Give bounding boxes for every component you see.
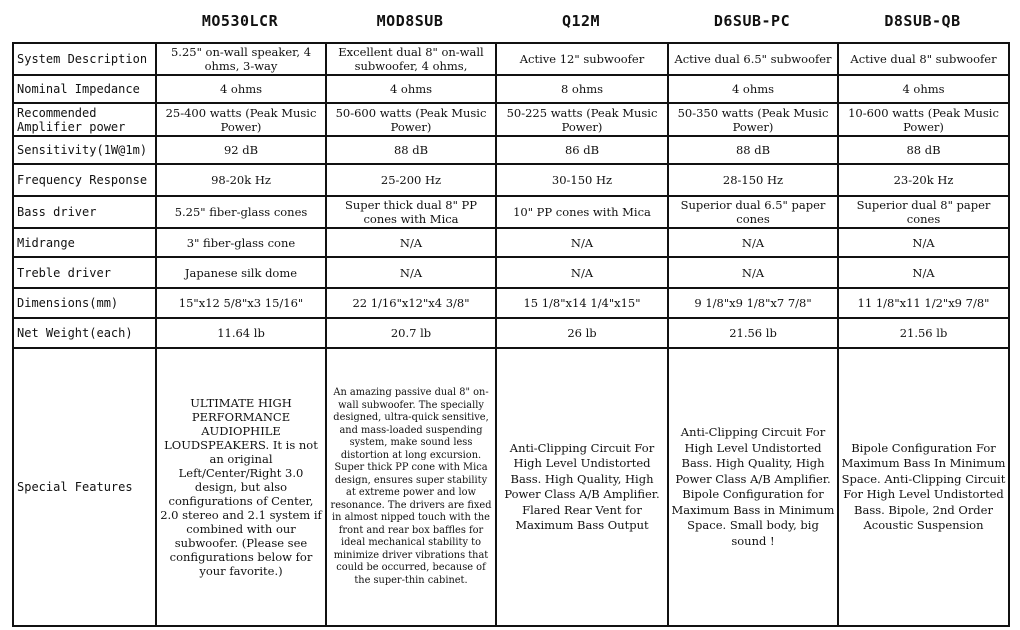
cell-sensitivity-q12m: 86 dB xyxy=(496,136,668,164)
cell-sensitivity-mod8sub: 88 dB xyxy=(326,136,496,164)
cell-dimensions-q12m: 15 1/8"x14 1/4"x15" xyxy=(496,288,668,318)
cell-net-weight-d8sub-qb: 21.56 lb xyxy=(838,318,1009,348)
cell-sensitivity-d8sub-qb: 88 dB xyxy=(838,136,1009,164)
cell-treble-driver-q12m: N/A xyxy=(496,257,668,288)
row-label-treble-driver: Treble driver xyxy=(13,257,156,288)
cell-treble-driver-mo530lcr: Japanese silk dome xyxy=(156,257,326,288)
table-row xyxy=(13,196,1009,228)
cell-system-description-mo530lcr: 5.25" on-wall speaker, 4 ohms, 3-way xyxy=(156,43,326,75)
cell-treble-driver-d6sub-pc: N/A xyxy=(668,257,838,288)
row-label-recommended-amplifier-power: Recommended Amplifier power xyxy=(13,103,156,136)
row-label-dimensions: Dimensions(mm) xyxy=(13,288,156,318)
table-row xyxy=(13,318,1009,348)
cell-nominal-impedance-mo530lcr: 4 ohms xyxy=(156,75,326,103)
table-row xyxy=(13,257,1009,288)
row-label-special-features: Special Features xyxy=(13,348,156,626)
spec-table xyxy=(12,42,1010,627)
cell-treble-driver-mod8sub: N/A xyxy=(326,257,496,288)
cell-midrange-mo530lcr: 3" fiber-glass cone xyxy=(156,228,326,257)
row-label-midrange: Midrange xyxy=(13,228,156,257)
cell-sensitivity-d6sub-pc: 88 dB xyxy=(668,136,838,164)
cell-dimensions-mod8sub: 22 1/16"x12"x4 3/8" xyxy=(326,288,496,318)
cell-bass-driver-d6sub-pc: Superior dual 6.5" paper cones xyxy=(668,196,838,228)
cell-frequency-response-mod8sub: 25-200 Hz xyxy=(326,164,496,196)
cell-bass-driver-mod8sub: Super thick dual 8" PP cones with Mica xyxy=(326,196,496,228)
cell-net-weight-q12m: 26 lb xyxy=(496,318,668,348)
cell-midrange-d8sub-qb: N/A xyxy=(838,228,1009,257)
table-row xyxy=(13,164,1009,196)
table-row xyxy=(13,103,1009,136)
cell-midrange-q12m: N/A xyxy=(496,228,668,257)
cell-dimensions-mo530lcr: 15"x12 5/8"x3 15/16" xyxy=(156,288,326,318)
table-row xyxy=(13,288,1009,318)
cell-bass-driver-d8sub-qb: Superior dual 8" paper cones xyxy=(838,196,1009,228)
cell-frequency-response-mo530lcr: 98-20k Hz xyxy=(156,164,326,196)
cell-system-description-mod8sub: Excellent dual 8" on-wall subwoofer, 4 ohms, xyxy=(326,43,496,75)
cell-amplifier-power-mod8sub: 50-600 watts (Peak Music Power) xyxy=(326,103,496,136)
table-row xyxy=(13,348,1009,626)
cell-frequency-response-d6sub-pc: 28-150 Hz xyxy=(668,164,838,196)
cell-midrange-d6sub-pc: N/A xyxy=(668,228,838,257)
cell-special-features-mod8sub: An amazing passive dual 8" on-wall subwoofer. The specially designed, ultra-quick sensitive, and mass-loaded suspending system, make sound less distortion at long excursion. Super thick PP cone with Mica design, ensures super stability at extreme power and low resonance. The drivers are fixed in almost nipped touch with the front and rear box baffles for ideal mechanical stability to minimize driver vibrations that could be occurred, because of the super-thin cabinet. xyxy=(326,348,496,626)
model-name-d6sub-pc: D6SUB-PC xyxy=(713,12,791,30)
cell-system-description-d6sub-pc: Active dual 6.5" subwoofer xyxy=(668,43,838,75)
cell-nominal-impedance-d8sub-qb: 4 ohms xyxy=(838,75,1009,103)
table-row xyxy=(13,136,1009,164)
cell-nominal-impedance-q12m: 8 ohms xyxy=(496,75,668,103)
cell-amplifier-power-d6sub-pc: 50-350 watts (Peak Music Power) xyxy=(668,103,838,136)
cell-bass-driver-q12m: 10" PP cones with Mica xyxy=(496,196,668,228)
cell-amplifier-power-mo530lcr: 25-400 watts (Peak Music Power) xyxy=(156,103,326,136)
cell-special-features-d8sub-qb: Bipole Configuration For Maximum Bass In Minimum Space. Anti-Clipping Circuit For High Level Undistorted Bass. Bipole, 2nd Order Acoustic Suspension xyxy=(838,348,1009,626)
cell-amplifier-power-q12m: 50-225 watts (Peak Music Power) xyxy=(496,103,668,136)
row-label-nominal-impedance: Nominal Impedance xyxy=(13,75,156,103)
cell-frequency-response-q12m: 30-150 Hz xyxy=(496,164,668,196)
cell-special-features-q12m: Anti-Clipping Circuit For High Level Undistorted Bass. High Quality, High Power Class A/B Amplifier. Flared Rear Vent for Maximum Bass Output xyxy=(496,348,668,626)
table-row xyxy=(13,75,1009,103)
row-label-bass-driver: Bass driver xyxy=(13,196,156,228)
cell-nominal-impedance-d6sub-pc: 4 ohms xyxy=(668,75,838,103)
cell-net-weight-mod8sub: 20.7 lb xyxy=(326,318,496,348)
cell-bass-driver-mo530lcr: 5.25" fiber-glass cones xyxy=(156,196,326,228)
cell-dimensions-d6sub-pc: 9 1/8"x9 1/8"x7 7/8" xyxy=(668,288,838,318)
model-name-d8sub-qb: D8SUB-QB xyxy=(884,12,961,30)
cell-amplifier-power-d8sub-qb: 10-600 watts (Peak Music Power) xyxy=(838,103,1009,136)
cell-midrange-mod8sub: N/A xyxy=(326,228,496,257)
cell-nominal-impedance-mod8sub: 4 ohms xyxy=(326,75,496,103)
table-row xyxy=(13,228,1009,257)
row-label-net-weight: Net Weight(each) xyxy=(13,318,156,348)
row-label-sensitivity: Sensitivity(1W@1m) xyxy=(13,136,156,164)
cell-sensitivity-mo530lcr: 92 dB xyxy=(156,136,326,164)
cell-special-features-mo530lcr: ULTIMATE HIGH PERFORMANCE AUDIOPHILE LOUDSPEAKERS. It is not an original Left/Center/Right 3.0 design, but also configurations of Center, 2.0 stereo and 2.1 system if combined with our subwoofer. (Please see configurations below for your favorite.) xyxy=(156,348,326,626)
cell-system-description-d8sub-qb: Active dual 8" subwoofer xyxy=(838,43,1009,75)
cell-dimensions-d8sub-qb: 11 1/8"x11 1/2"x9 7/8" xyxy=(838,288,1009,318)
cell-system-description-q12m: Active 12" subwoofer xyxy=(496,43,668,75)
model-header xyxy=(0,0,1020,42)
row-label-frequency-response: Frequency Response xyxy=(13,164,156,196)
model-name-q12m: Q12M xyxy=(561,12,601,30)
cell-special-features-d6sub-pc: Anti-Clipping Circuit For High Level Undistorted Bass. High Quality, High Power Class A/B Amplifier. Bipole Configuration for Maximum Bass in Minimum Space. Small body, big sound ! xyxy=(668,348,838,626)
cell-net-weight-d6sub-pc: 21.56 lb xyxy=(668,318,838,348)
cell-frequency-response-d8sub-qb: 23-20k Hz xyxy=(838,164,1009,196)
model-name-mo530lcr: MO530LCR xyxy=(201,12,279,30)
model-name-mod8sub: MOD8SUB xyxy=(376,12,444,30)
cell-treble-driver-d8sub-qb: N/A xyxy=(838,257,1009,288)
cell-net-weight-mo530lcr: 11.64 lb xyxy=(156,318,326,348)
table-row xyxy=(13,43,1009,75)
row-label-system-description: System Description xyxy=(13,43,156,75)
